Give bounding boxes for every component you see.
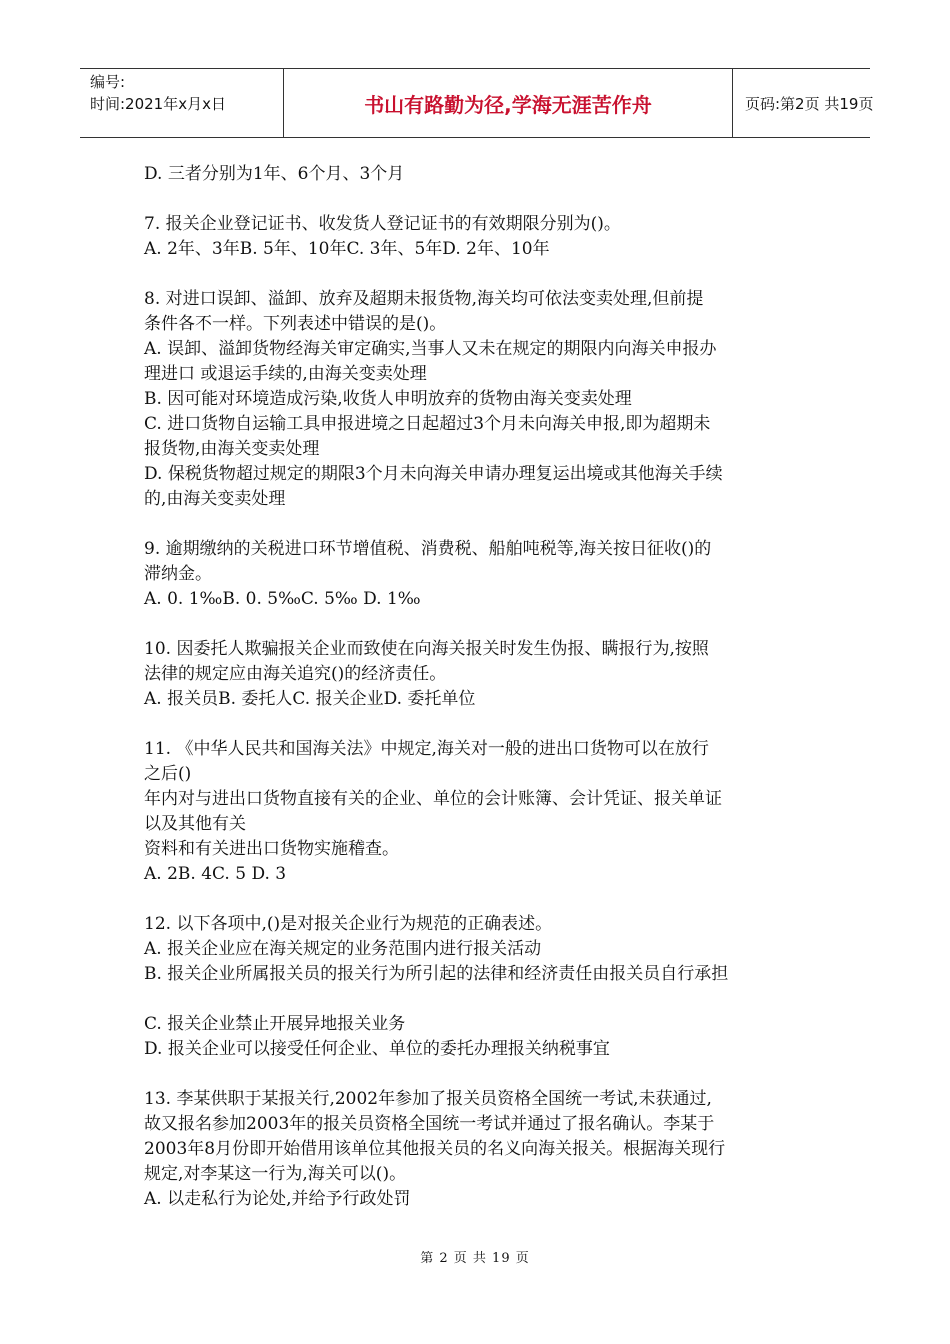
question-10	[144, 637, 814, 712]
question-11	[144, 737, 814, 887]
question-line: 年内对与进出口货物直接有关的企业、单位的会计账簿、会计凭证、报关单证	[144, 789, 722, 809]
question-line: 11. 《中华人民共和国海关法》中规定,海关对一般的进出口货物可以在放行	[144, 739, 709, 759]
question-line: 资料和有关进出口货物实施稽查。	[144, 839, 399, 859]
question-7	[144, 212, 814, 262]
question-9	[144, 537, 814, 612]
option-line: 理进口 或退运手续的,由海关变卖处理	[144, 364, 427, 384]
option-line: C. 报关企业禁止开展异地报关业务	[144, 1014, 406, 1034]
question-line: 13. 李某供职于某报关行,2002年参加了报关员资格全国统一考试,未获通过,	[144, 1089, 712, 1109]
option-line: 的,由海关变卖处理	[144, 489, 286, 509]
question-line: 8. 对进口误卸、溢卸、放弃及超期未报货物,海关均可依法变卖处理,但前提	[144, 289, 704, 309]
question-13	[144, 1087, 814, 1212]
option-line: D. 报关企业可以接受任何企业、单位的委托办理报关纳税事宜	[144, 1039, 610, 1059]
option-line: A. 报关企业应在海关规定的业务范围内进行报关活动	[144, 939, 542, 959]
option-line: 报货物,由海关变卖处理	[144, 439, 320, 459]
option-line: B. 报关企业所属报关员的报关行为所引起的法律和经济责任由报关员自行承担	[144, 964, 729, 984]
option-line: A. 2年、3年B. 5年、10年C. 3年、5年D. 2年、10年	[144, 239, 550, 259]
question-line: 9. 逾期缴纳的关税进口环节增值税、消费税、船舶吨税等,海关按日征收()的	[144, 539, 712, 559]
question-line: 滞纳金。	[144, 564, 212, 584]
question-12	[144, 912, 814, 1062]
document-number-label: 编号:	[90, 73, 126, 91]
question-line: 7. 报关企业登记证书、收发货人登记证书的有效期限分别为()。	[144, 214, 621, 234]
option-line: A. 误卸、溢卸货物经海关审定确实,当事人又未在规定的期限内向海关申报办	[144, 339, 717, 359]
question-line: 之后()	[144, 764, 192, 784]
header-motto: 书山有路勤为径,学海无涯苦作舟	[283, 69, 733, 137]
option-line: B. 因可能对环境造成污染,收货人申明放弃的货物由海关变卖处理	[144, 389, 632, 409]
question-8	[144, 287, 814, 512]
option-line: D. 保税货物超过规定的期限3个月未向海关申请办理复运出境或其他海关手续	[144, 464, 723, 484]
option-line: C. 进口货物自运输工具申报进境之日起超过3个月未向海关申报,即为超期未	[144, 414, 711, 434]
question-line: 法律的规定应由海关追究()的经济责任。	[144, 664, 447, 684]
question-line: 以及其他有关	[144, 814, 246, 834]
option-line: A. 2B. 4C. 5 D. 3	[144, 864, 287, 884]
option-line: A. 0. 1‰B. 0. 5‰C. 5‰ D. 1‰	[144, 589, 421, 609]
page-header	[80, 68, 874, 138]
question-line: 故又报名参加2003年的报关员资格全国统一考试并通过了报名确认。李某于	[144, 1114, 715, 1134]
document-body	[144, 162, 814, 1237]
option-line: D. 三者分别为1年、6个月、3个月	[144, 164, 405, 184]
header-meta	[80, 69, 283, 137]
option-line: A. 以走私行为论处,并给予行政处罚	[144, 1189, 411, 1209]
question-line: 12. 以下各项中,()是对报关企业行为规范的正确表述。	[144, 914, 553, 934]
question-line: 规定,对李某这一行为,海关可以()。	[144, 1164, 407, 1184]
previous-question-tail	[144, 162, 814, 187]
question-line: 条件各不一样。下列表述中错误的是()。	[144, 314, 447, 334]
page-footer: 第 2 页 共 19 页	[420, 1251, 530, 1266]
blank-line	[144, 987, 814, 1012]
header-page-info: 页码:第2页 共19页	[745, 94, 874, 113]
question-line: 2003年8月份即开始借用该单位其他报关员的名义向海关报关。根据海关现行	[144, 1139, 726, 1159]
question-line: 10. 因委托人欺骗报关企业而致使在向海关报关时发生伪报、瞒报行为,按照	[144, 639, 709, 659]
document-date: 时间:2021年x月x日	[90, 95, 226, 113]
option-line: A. 报关员B. 委托人C. 报关企业D. 委托单位	[144, 689, 476, 709]
